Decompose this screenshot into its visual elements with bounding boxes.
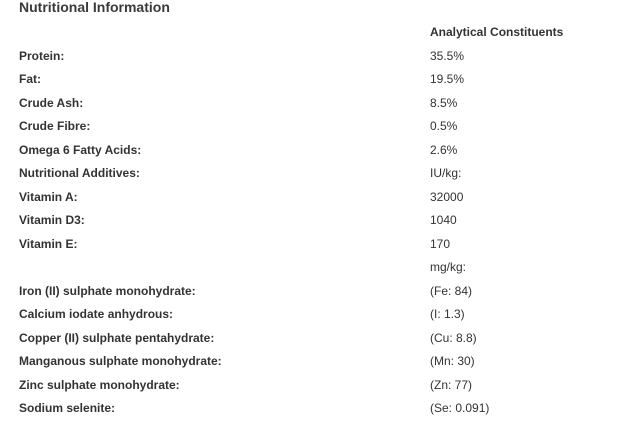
table-row [0,236,640,252]
row-label: Vitamin D3: [19,213,85,227]
row-value: 1040 [430,213,457,227]
row-label: Zinc sulphate monohydrate: [19,378,180,392]
row-value: 2.6% [430,143,458,157]
row-label: Copper (II) sulphate pentahydrate: [19,331,215,345]
row-label: Protein: [19,49,65,63]
row-label: Sodium selenite: [19,401,116,415]
table-row [0,189,640,205]
row-value: 0.5% [430,119,458,133]
row-label: Calcium iodate anhydrous: [19,307,174,321]
table-row [0,71,640,87]
row-label: Manganous sulphate monohydrate: [19,354,222,368]
column-header: Analytical Constituents [430,25,564,39]
row-label: Omega 6 Fatty Acids: [19,143,142,157]
table-row [0,330,640,346]
row-label: Fat: [19,72,41,86]
row-value: 8.5% [430,96,458,110]
row-label: Crude Ash: [19,96,84,110]
table-row [0,283,640,299]
table-row [0,400,640,416]
table-row [0,212,640,228]
row-value: IU/kg: [430,166,462,180]
row-label: Iron (II) sulphate monohydrate: [19,284,196,298]
row-label: Nutritional Additives: [19,166,140,180]
row-value: 19.5% [430,72,465,86]
table-row [0,142,640,158]
row-value: (Se: 0.091) [430,401,490,415]
row-value: 170 [430,237,451,251]
row-value: (I: 1.3) [430,307,465,321]
row-label: Vitamin E: [19,237,78,251]
table-row [0,377,640,393]
row-value: (Cu: 8.8) [430,331,477,345]
table-row [0,306,640,322]
row-label: Crude Fibre: [19,119,91,133]
row-value: 32000 [430,190,464,204]
table-row [0,353,640,369]
row-value: (Fe: 84) [430,284,473,298]
table-row [0,118,640,134]
table-row [0,48,640,64]
table-row [0,259,640,275]
row-label: Vitamin A: [19,190,78,204]
row-value: 35.5% [430,49,465,63]
row-value: (Zn: 77) [430,378,473,392]
row-value: (Mn: 30) [430,354,475,368]
table-row [0,95,640,111]
table-row [0,165,640,181]
nutrition-heading: Nutritional Information [19,0,170,15]
row-value: mg/kg: [430,260,467,274]
